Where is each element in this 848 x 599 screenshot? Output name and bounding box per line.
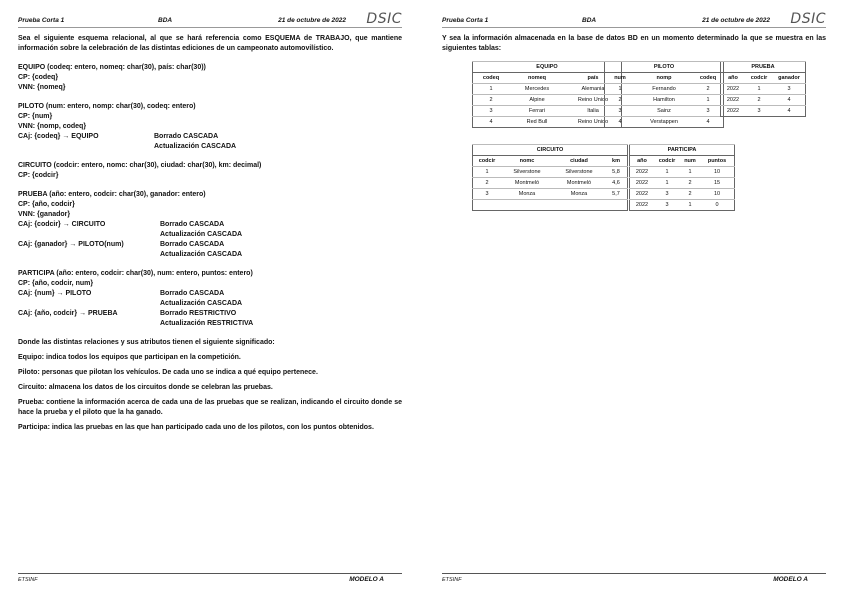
header-date: 21 de octubre de 2022 [702, 17, 770, 24]
cell: Reino Unido [565, 117, 622, 128]
cell [553, 200, 605, 211]
table-row [721, 106, 806, 117]
schema-content [18, 34, 402, 433]
page-right [424, 0, 848, 599]
schema-circuito [18, 161, 402, 181]
cell: 3 [473, 189, 502, 200]
cell: 2022 [721, 84, 746, 95]
cell: Mercedes [509, 84, 565, 95]
col-puntos: puntos [700, 156, 735, 167]
prueba-title: PRUEBA [721, 62, 806, 73]
prueba-fk-circuito [18, 220, 402, 230]
cell: 1 [473, 167, 502, 178]
page-header [18, 13, 402, 27]
cell: Ferrari [509, 106, 565, 117]
cell: 3 [773, 84, 806, 95]
cell: Monza [553, 189, 605, 200]
cell: 0 [700, 200, 735, 211]
piloto-fk [18, 132, 402, 142]
cell: Italia [565, 106, 622, 117]
prueba-table [720, 61, 806, 117]
col-codcir: codcir [473, 156, 502, 167]
spacer [18, 250, 160, 260]
prueba-act2: Actualización CASCADA [160, 251, 243, 258]
prueba-act1: Actualización CASCADA [160, 231, 243, 238]
cell: 1 [745, 84, 773, 95]
intro-text: Sea el siguiente esquema relacional, al que se hará referencia como ESQUEMA de TRABAJO, que mantiene información sobre la celebración de las distintas ediciones de un campeonato automovilístico. [18, 35, 402, 52]
header-date: 21 de octubre de 2022 [278, 17, 346, 24]
table-row [605, 84, 724, 95]
participa-borrado1: Borrado CASCADA [160, 290, 225, 297]
col-codcir: codcir [654, 156, 680, 167]
schema-equipo [18, 63, 402, 93]
table-row [721, 95, 806, 106]
cell: 2 [473, 178, 502, 189]
circuito-cp: CP: {codcir} [18, 172, 59, 179]
cell: 1 [680, 200, 700, 211]
participa-fk-piloto-update [18, 299, 402, 309]
table-row [630, 167, 735, 178]
cell: 15 [700, 178, 735, 189]
prueba-fk-piloto-update [18, 250, 402, 260]
cell: 2 [680, 178, 700, 189]
prueba-cp: CP: {año, codcir} [18, 201, 75, 208]
col-ciudad: ciudad [553, 156, 605, 167]
col-codcir: codcir [745, 73, 773, 84]
table-row [473, 178, 628, 189]
header-center: BDA [582, 17, 597, 24]
cell: 2022 [630, 178, 655, 189]
participa-fk-prueba [18, 309, 402, 319]
meaning-piloto: Piloto: personas que pilotan los vehículos. De cada uno se indica a qué equipo pertenece. [18, 369, 318, 376]
cell: 1 [654, 178, 680, 189]
equipo-title: EQUIPO [473, 62, 622, 73]
cell: 10 [700, 167, 735, 178]
cell: 4 [605, 117, 636, 128]
table-row [473, 200, 628, 211]
dsic-logo: DSIC [790, 11, 826, 27]
prueba-fk-piloto [18, 240, 402, 250]
prueba-borrado1: Borrado CASCADA [160, 221, 225, 228]
cell: 4 [773, 95, 806, 106]
equipo-table [472, 61, 622, 128]
cell: Silverstone [553, 167, 605, 178]
col-km: km [605, 156, 628, 167]
participa-caj2: CAj: {año, codcir} → PRUEBA [18, 310, 118, 317]
cell: Montmeló [553, 178, 605, 189]
cell: 4 [773, 106, 806, 117]
piloto-vnn: VNN: {nomp, codeq} [18, 123, 87, 130]
col-nomeq: nomeq [509, 73, 565, 84]
table-row [605, 106, 724, 117]
participa-act2: Actualización RESTRICTIVA [160, 320, 254, 327]
participa-caj1: CAj: {num} → PILOTO [18, 290, 92, 297]
cell: Silverstone [501, 167, 553, 178]
col-num: num [680, 156, 700, 167]
participa-def: PARTICIPA (año: entero, codcir: char(30), num: entero, puntos: entero) [18, 270, 253, 277]
cell: 3 [693, 106, 724, 117]
piloto-caj: CAj: {codeq} → EQUIPO [18, 133, 99, 140]
col-pais: país [565, 73, 622, 84]
cell: 3 [473, 106, 510, 117]
cell: Red Bull [509, 117, 565, 128]
meaning-equipo: Equipo: indica todos los equipos que participan en la competición. [18, 354, 241, 361]
cell: 5,8 [605, 167, 628, 178]
spacer [18, 319, 160, 329]
table-row [630, 189, 735, 200]
col-codeq: codeq [693, 73, 724, 84]
piloto-fk-update [18, 142, 402, 152]
col-nomc: nomc [501, 156, 553, 167]
equipo-def: EQUIPO (codeq: entero, nomeq: char(30), país: char(30)) [18, 64, 206, 71]
circuito-title: CIRCUITO [473, 145, 628, 156]
cell: 4 [693, 117, 724, 128]
cell: 2022 [721, 106, 746, 117]
footer-right: MODELO A [773, 576, 808, 583]
cell: 2 [745, 95, 773, 106]
participa-fk-prueba-update [18, 319, 402, 329]
table-row [473, 95, 622, 106]
table-row [473, 117, 622, 128]
col-ganador: ganador [773, 73, 806, 84]
cell: Alemania [565, 84, 622, 95]
footer-left: ETSINF [442, 577, 462, 583]
header-divider [18, 27, 402, 28]
prueba-def: PRUEBA (año: entero, codcir: char(30), ganador: entero) [18, 191, 206, 198]
table-row [721, 84, 806, 95]
footer-divider [442, 573, 826, 574]
participa-act1: Actualización CASCADA [160, 300, 243, 307]
col-ano: año [721, 73, 746, 84]
cell: 2 [680, 189, 700, 200]
header-divider [442, 27, 826, 28]
meaning-prueba: Prueba: contiene la información acerca de cada una de las pruebas que se realizan, indicando el circuito donde se hace la prueba y el piloto que la ha ganado. [18, 399, 402, 416]
circuito-table [472, 144, 628, 211]
table-row [630, 200, 735, 211]
cell: 2022 [721, 95, 746, 106]
spacer [18, 299, 160, 309]
schema-participa [18, 269, 402, 329]
table-row [630, 178, 735, 189]
cell [605, 200, 628, 211]
cell: 2 [693, 84, 724, 95]
table-row [473, 167, 628, 178]
cell: Hamilton [635, 95, 693, 106]
cell: 2 [605, 95, 636, 106]
tables-content [442, 34, 826, 54]
header-left: Prueba Corta 1 [442, 17, 489, 24]
participa-title: PARTICIPA [630, 145, 735, 156]
piloto-title: PILOTO [605, 62, 724, 73]
equipo-vnn: VNN: {nomeq} [18, 84, 66, 91]
table-row [473, 189, 628, 200]
piloto-actualizacion: Actualización CASCADA [154, 143, 237, 150]
table-row [473, 84, 622, 95]
participa-cp: CP: {año, codcir, num} [18, 280, 94, 287]
footer-right: MODELO A [349, 576, 384, 583]
cell: Reino Unido [565, 95, 622, 106]
cell: 2022 [630, 167, 655, 178]
cell: 1 [693, 95, 724, 106]
cell: Verstappen [635, 117, 693, 128]
dsic-logo: DSIC [366, 11, 402, 27]
col-num: num [605, 73, 636, 84]
cell: 5,7 [605, 189, 628, 200]
cell: Montmeló [501, 178, 553, 189]
cell: 1 [654, 167, 680, 178]
cell: Fernando [635, 84, 693, 95]
table-row [473, 106, 622, 117]
piloto-cp: CP: {num} [18, 113, 53, 120]
participa-table [629, 144, 735, 211]
cell: 3 [745, 106, 773, 117]
cell [501, 200, 553, 211]
cell: 4 [473, 117, 510, 128]
participa-fk-piloto [18, 289, 402, 299]
page-header [442, 13, 826, 27]
cell: 3 [654, 200, 680, 211]
cell: 1 [680, 167, 700, 178]
cell: 3 [654, 189, 680, 200]
table-row [605, 117, 724, 128]
header-left: Prueba Corta 1 [18, 17, 65, 24]
cell: 2 [473, 95, 510, 106]
piloto-def: PILOTO (num: entero, nomp: char(30), codeq: entero) [18, 103, 196, 110]
header-center: BDA [158, 17, 173, 24]
cell: 2022 [630, 200, 655, 211]
col-ano: año [630, 156, 655, 167]
cell: Sainz [635, 106, 693, 117]
col-codeq: codeq [473, 73, 510, 84]
cell: Monza [501, 189, 553, 200]
piloto-borrado: Borrado CASCADA [154, 133, 219, 140]
cell: 1 [605, 84, 636, 95]
cell [473, 200, 502, 211]
cell: 1 [473, 84, 510, 95]
cell: 4,6 [605, 178, 628, 189]
prueba-fk-circuito-update [18, 230, 402, 240]
footer-divider [18, 573, 402, 574]
schema-prueba [18, 190, 402, 260]
cell: 3 [605, 106, 636, 117]
cell: 10 [700, 189, 735, 200]
cell: 2022 [630, 189, 655, 200]
tables-intro: Y sea la información almacenada en la base de datos BD en un momento determinado la que se muestra en las siguientes tablas: [442, 35, 826, 52]
spacer [18, 230, 160, 240]
circuito-def: CIRCUITO (codcir: entero, nomc: char(30), ciudad: char(30), km: decimal) [18, 162, 262, 169]
meanings-intro: Donde las distintas relaciones y sus atributos tienen el siguiente significado: [18, 339, 275, 346]
piloto-table [604, 61, 724, 128]
spacer [18, 142, 154, 152]
footer-left: ETSINF [18, 577, 38, 583]
prueba-vnn: VNN: {ganador} [18, 211, 71, 218]
cell: Alpine [509, 95, 565, 106]
meanings-section [18, 338, 402, 433]
prueba-caj2: CAj: {ganador} → PILOTO(num) [18, 241, 124, 248]
col-nomp: nomp [635, 73, 693, 84]
schema-piloto [18, 102, 402, 152]
participa-borrado2: Borrado RESTRICTIVO [160, 310, 237, 317]
meaning-participa: Participa: indica las pruebas en las que han participado cada uno de los pilotos, con los puntos obtenidos. [18, 424, 374, 431]
meaning-circuito: Circuito: almacena los datos de los circuitos donde se celebran las pruebas. [18, 384, 273, 391]
prueba-caj1: CAj: {codcir} → CIRCUITO [18, 221, 106, 228]
table-row [605, 95, 724, 106]
equipo-cp: CP: {codeq} [18, 74, 59, 81]
prueba-borrado2: Borrado CASCADA [160, 241, 225, 248]
